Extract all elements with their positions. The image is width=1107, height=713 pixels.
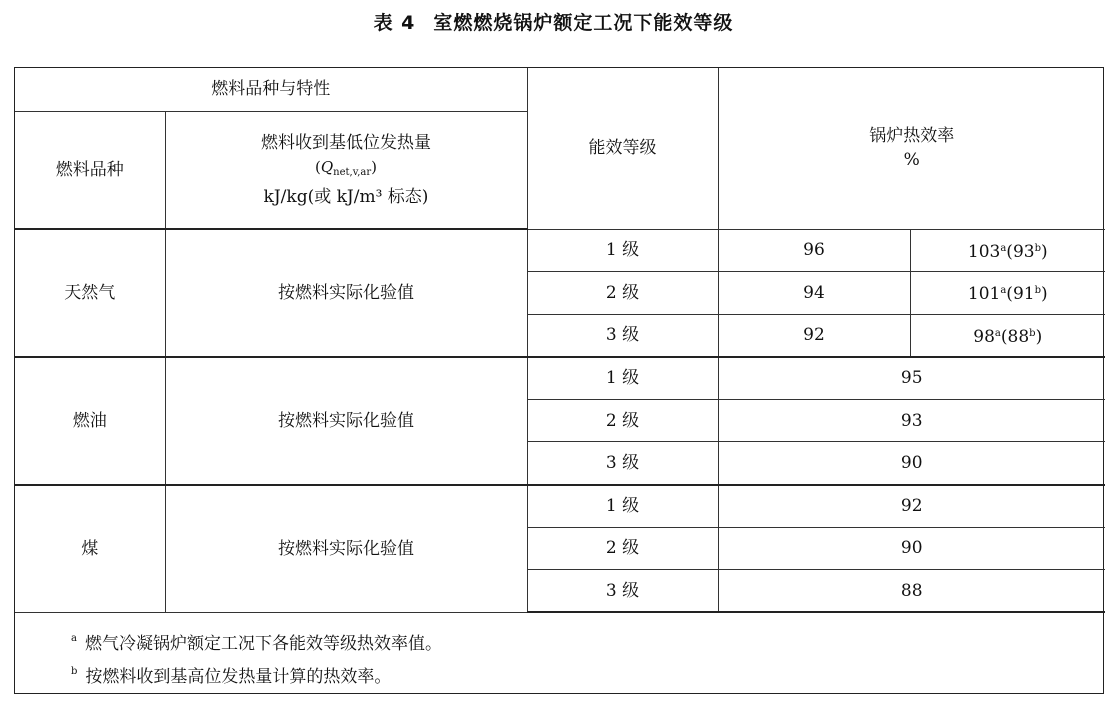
header-level: 能效等级: [527, 68, 718, 229]
condensing-value: 101: [967, 284, 1001, 305]
heat-value-title: 燃料收到基低位发热量: [261, 132, 431, 153]
level-cell: 1 级: [527, 485, 718, 528]
heat-value-subscript: net,v,ar: [333, 166, 372, 178]
note-mark: a: [71, 633, 77, 644]
table-row: [15, 485, 1105, 528]
level-cell: 3 级: [527, 442, 718, 485]
header-fuel-type: 燃料品种: [15, 111, 165, 229]
heat-value-cell: 按燃料实际化验值: [165, 357, 527, 485]
footnote-mark: a: [994, 327, 1001, 339]
header-efficiency-label: 锅炉热效率: [869, 126, 955, 147]
efficiency-cell: 90: [718, 442, 1105, 485]
header-efficiency-unit: %: [903, 150, 920, 171]
footnote-mark: b: [1034, 242, 1041, 254]
level-cell: 2 级: [527, 272, 718, 315]
table-number: 表 4: [373, 12, 416, 34]
hhv-value: 93: [1012, 241, 1035, 262]
condensing-efficiency-cell: 98$^a$(88$^b$): [910, 314, 1105, 357]
condensing-efficiency-cell: 103$^a$(93$^b$): [910, 229, 1105, 272]
table-caption: 室燃燃烧锅炉额定工况下能效等级: [433, 12, 734, 34]
level-cell: 2 级: [527, 527, 718, 570]
condensing-value: 98: [973, 326, 995, 347]
footnote-mark: a: [1000, 285, 1007, 297]
heat-value-symbol: Q: [320, 157, 334, 176]
note-mark: b: [71, 666, 78, 677]
level-cell: 3 级: [527, 570, 718, 613]
level-cell: 1 级: [527, 229, 718, 272]
efficiency-cell: 88: [718, 570, 1105, 613]
level-cell: 3 级: [527, 314, 718, 357]
heat-value-cell: 按燃料实际化验值: [165, 229, 527, 357]
level-cell: 1 级: [527, 357, 718, 400]
heat-value-unit: kJ/kg(或 kJ/m³ 标态): [263, 186, 429, 207]
efficiency-cell: 95: [718, 357, 1105, 400]
level-cell: 2 级: [527, 399, 718, 442]
table-row: [15, 229, 1105, 272]
efficiency-cell: 92: [718, 314, 910, 357]
footnote-mark: a: [1000, 242, 1007, 254]
fuel-type-cell: 燃油: [15, 357, 165, 485]
footnote-mark: b: [1034, 285, 1041, 297]
condensing-efficiency-cell: 101$^a$(91$^b$): [910, 272, 1105, 315]
fuel-type-cell: 天然气: [15, 229, 165, 357]
note-text: 按燃料收到基高位发热量计算的热效率。: [85, 667, 392, 687]
table-notes: [15, 611, 1103, 693]
efficiency-cell: 96: [718, 229, 910, 272]
table-title: [0, 6, 1107, 40]
fuel-type-cell: 煤: [15, 485, 165, 613]
heat-value-symbol-line: $(Q_{net,v,ar})$: [315, 157, 377, 178]
table-row: [15, 357, 1105, 400]
header-heat-value: [165, 111, 527, 229]
footnote-mark: b: [1029, 327, 1036, 339]
efficiency-table-frame: [14, 67, 1104, 694]
efficiency-cell: 90: [718, 527, 1105, 570]
efficiency-cell: 94: [718, 272, 910, 315]
hhv-value: 91: [1012, 284, 1035, 305]
condensing-value: 103: [967, 241, 1001, 262]
note-text: 燃气冷凝锅炉额定工况下各能效等级热效率值。: [84, 634, 442, 654]
header-efficiency: [718, 68, 1105, 229]
note-b: [71, 660, 391, 689]
heat-value-cell: 按燃料实际化验值: [165, 485, 527, 613]
efficiency-cell: 92: [718, 485, 1105, 528]
note-a: [71, 627, 442, 656]
efficiency-table: [15, 68, 1105, 613]
header-fuel-group: 燃料品种与特性: [15, 68, 527, 111]
hhv-value: 88: [1007, 326, 1030, 347]
efficiency-cell: 93: [718, 399, 1105, 442]
